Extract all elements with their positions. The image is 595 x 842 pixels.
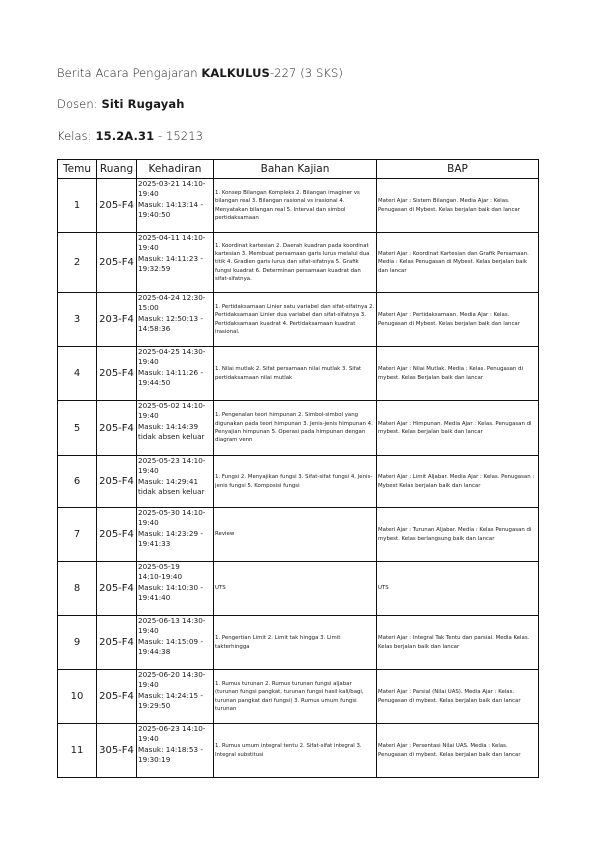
- bap-cell: Materi Ajar : Integral Tak Tentu dan parsial. Media Kelas. Kelas berjalan baik dan lancar: [377, 616, 539, 670]
- attendance-line: Masuk: 14:11:23 -: [138, 253, 203, 263]
- study-material-cell: 1. Pengenalan teori himpunan 2. Simbol-simbol yang digunakan pada teori himpunan 3. Jenis-jenis himpunan 4. Penyajian himpunan 5. Operasi pada himpunan dengan diagram venn: [214, 401, 377, 456]
- table-row: [58, 179, 539, 233]
- study-material-cell: 1. Konsep Bilangan Kompleks 2. Bilangan imaginer vs bilangan real 3. Bilangan rasional vs irasional 4. Menyatakan bilangan real 5. Interval dan simbol pertidaksamaan: [214, 179, 377, 233]
- bap-cell: Materi Ajar : Nilai Mutlak. Media : Kelas. Penugasan di mybest. Kelas Berjalan baik dan lancar: [377, 347, 539, 401]
- room-cell: 205-F4: [97, 179, 137, 233]
- attendance-line: 19:44:38: [138, 646, 171, 656]
- attendance-line: 19:40: [138, 411, 159, 421]
- meeting-number-cell: 4: [58, 347, 97, 401]
- attendance-line: 19:44:50: [138, 377, 171, 387]
- attendance-line: 19:29:50: [138, 700, 171, 710]
- room-cell: 205-F4: [97, 670, 137, 724]
- attendance-line: 14:10-19:40: [138, 572, 183, 582]
- attendance-line: 2025-03-21 14:10-: [138, 179, 206, 188]
- attendance-line: Masuk: 14:14:39: [138, 421, 199, 431]
- attendance-cell: [137, 233, 214, 293]
- bap-cell: Materi Ajar : Parsial (Nilai UAS). Media Ajar : Kelas. Penugasan di mybest. Kelas berjalan baik dan lancar: [377, 670, 539, 724]
- column-header-bap: BAP: [377, 160, 539, 179]
- attendance-line: 19:40:50: [138, 209, 171, 219]
- attendance-line: tidak absen keluar: [138, 431, 205, 441]
- meeting-number-cell: 6: [58, 456, 97, 508]
- attendance-line: 2025-04-11 14:10-: [138, 233, 206, 242]
- room-cell: 305-F4: [97, 724, 137, 778]
- dosen-name: Siti Rugayah: [101, 97, 185, 111]
- document-title: [57, 66, 343, 80]
- study-material-cell: Review: [214, 508, 377, 562]
- table-row: [58, 508, 539, 562]
- attendance-line: 2025-05-19: [138, 562, 180, 571]
- bap-cell: Materi Ajar : Limit Aljabar. Media Ajar : Kelas. Penugasan : Mybest Kelas berjalan baik dan lancar: [377, 456, 539, 508]
- bap-cell: Materi Ajar : Koordinat Kartesian dan Grafik Persamaan. Media : Kelas Penugasan di Mybest. Kelas berjalan baik dan lancar: [377, 233, 539, 293]
- attendance-line: 19:41:33: [138, 538, 171, 548]
- attendance-cell: [137, 401, 214, 456]
- attendance-line: 19:40: [138, 357, 159, 367]
- attendance-line: 19:40: [138, 466, 159, 476]
- attendance-cell: [137, 562, 214, 616]
- attendance-line: 15:00: [138, 303, 159, 313]
- table-row: [58, 562, 539, 616]
- table-row: [58, 401, 539, 456]
- attendance-line: 2025-05-30 14:10-: [138, 508, 206, 517]
- attendance-line: Masuk: 12:50:13 -: [138, 313, 203, 323]
- meeting-number-cell: 7: [58, 508, 97, 562]
- title-suffix: -227 (3 SKS): [269, 66, 343, 80]
- bap-cell: Materi Ajar : Pertidaksamaan. Media Ajar : Kelas. Penugasan di Mybest. Kelas berjalan baik dan lancar: [377, 293, 539, 347]
- bap-cell: Materi Ajar : Himpunan. Media Ajar : Kelas. Penugasan di mybest. Kelas berjalan baik dan lancar: [377, 401, 539, 456]
- table-row: [58, 293, 539, 347]
- study-material-cell: 1. Koordinat kartesian 2. Daerah kuadran pada koordinat kartesian 3. Membuat persamaan garis lurus melalui dua titik 4. Gradien garis lurus dan sifat-sifatnya 5. Grafik fungsi kuadrat 6. Determinan persamaan kuadrat dan sifat-sifatnya.: [214, 233, 377, 293]
- attendance-line: 19:40: [138, 680, 159, 690]
- attendance-line: 2025-05-02 14:10-: [138, 401, 206, 410]
- attendance-line: 2025-06-20 14:30-: [138, 670, 206, 679]
- attendance-cell: [137, 508, 214, 562]
- column-header-bahan-kajian: Bahan Kajian: [214, 160, 377, 179]
- room-cell: 205-F4: [97, 616, 137, 670]
- meeting-number-cell: 2: [58, 233, 97, 293]
- attendance-line: Masuk: 14:18:53 -: [138, 744, 203, 754]
- table-row: [58, 724, 539, 778]
- meeting-number-cell: 9: [58, 616, 97, 670]
- attendance-line: Masuk: 14:11:26 -: [138, 367, 203, 377]
- attendance-line: 14:58:36: [138, 323, 171, 333]
- kelas-suffix: - 15213: [154, 129, 204, 143]
- class-line: [57, 129, 203, 143]
- study-material-cell: 1. Fungsi 2. Menyajikan fungsi 3. Sifat-sifat fungsi 4. Jenis-jenis fungsi 5. Komposisi fungsi: [214, 456, 377, 508]
- study-material-cell: 1. Rumus turunan 2. Rumus turunan fungsi aljabar (turunan fungsi pangkat, turunan fungsi hasil kali/bagi, turunan pangkat dari fungsi) 3. Rumus umum fungsi turunan: [214, 670, 377, 724]
- study-material-cell: 1. Pengertian Limit 2. Limit tak hingga 3. Limit takterhingga: [214, 616, 377, 670]
- meeting-number-cell: 11: [58, 724, 97, 778]
- attendance-line: 19:40: [138, 518, 159, 528]
- attendance-line: Masuk: 14:15:09 -: [138, 636, 203, 646]
- lecturer-line: [57, 97, 184, 111]
- course-code: KALKULUS: [201, 66, 270, 80]
- column-header-kehadiran: Kehadiran: [137, 160, 214, 179]
- table-header-row: [58, 160, 539, 179]
- attendance-line: 19:40: [138, 243, 159, 253]
- attendance-cell: [137, 724, 214, 778]
- attendance-line: 2025-04-25 14:30-: [138, 347, 206, 356]
- table-row: [58, 670, 539, 724]
- attendance-line: 19:41:40: [138, 592, 171, 602]
- attendance-line: Masuk: 14:23:29 -: [138, 528, 203, 538]
- room-cell: 205-F4: [97, 233, 137, 293]
- room-cell: 205-F4: [97, 562, 137, 616]
- attendance-cell: [137, 347, 214, 401]
- meeting-number-cell: 5: [58, 401, 97, 456]
- table-row: [58, 616, 539, 670]
- kelas-label: Kelas:: [57, 129, 96, 143]
- bap-cell: Materi Ajar : Sistem Bilangan. Media Ajar : Kelas. Penugasan di Mybest. Kelas berjalan baik dan lancar: [377, 179, 539, 233]
- room-cell: 205-F4: [97, 456, 137, 508]
- room-cell: 205-F4: [97, 508, 137, 562]
- attendance-cell: [137, 293, 214, 347]
- attendance-line: tidak absen keluar: [138, 486, 205, 496]
- attendance-cell: [137, 616, 214, 670]
- attendance-cell: [137, 670, 214, 724]
- attendance-table: [57, 159, 539, 778]
- meeting-number-cell: 1: [58, 179, 97, 233]
- attendance-line: 19:32:59: [138, 263, 171, 273]
- attendance-line: Masuk: 14:10:30 -: [138, 582, 203, 592]
- attendance-line: 19:30:19: [138, 754, 171, 764]
- study-material-cell: 1. Pertidaksamaan Linier satu variabel dan sifat-sifatnya 2. Pertidaksamaan Linier dua variabel dan sifat-sifatnya 3. Pertidaksamaan kuadrat 4. Pertidaksamaan kuadrat irasional.: [214, 293, 377, 347]
- attendance-line: Masuk: 14:13:14 -: [138, 199, 203, 209]
- bap-cell: UTS: [377, 562, 539, 616]
- study-material-cell: 1. Nilai mutlak 2. Sifat persamaan nilai mutlak 3. Sifat pertidaksamaan nilai mutlak: [214, 347, 377, 401]
- attendance-line: 19:40: [138, 189, 159, 199]
- meeting-number-cell: 10: [58, 670, 97, 724]
- study-material-cell: 1. Rumus umum integral tentu 2. Sifat-sifat integral 3. Integral substitusi: [214, 724, 377, 778]
- meeting-number-cell: 8: [58, 562, 97, 616]
- table-row: [58, 347, 539, 401]
- column-header-ruang: Ruang: [97, 160, 137, 179]
- table-row: [58, 233, 539, 293]
- study-material-cell: UTS: [214, 562, 377, 616]
- attendance-line: 19:40: [138, 626, 159, 636]
- bap-cell: Materi Ajar : Persentasi Nilai UAS. Media : Kelas. Penugasan di mybest. Kelas berjalan baik dan lancar: [377, 724, 539, 778]
- attendance-line: Masuk: 14:29:41: [138, 476, 199, 486]
- dosen-label: Dosen:: [57, 97, 102, 111]
- kelas-code: 15.2A.31: [95, 129, 155, 143]
- attendance-line: 19:40: [138, 734, 159, 744]
- column-header-temu: Temu: [58, 160, 97, 179]
- attendance-line: Masuk: 14:24:15 -: [138, 690, 203, 700]
- attendance-line: 2025-04-24 12:30-: [138, 293, 206, 302]
- room-cell: 203-F4: [97, 293, 137, 347]
- attendance-cell: [137, 456, 214, 508]
- room-cell: 205-F4: [97, 401, 137, 456]
- attendance-line: 2025-05-23 14:10-: [138, 456, 206, 465]
- room-cell: 205-F4: [97, 347, 137, 401]
- title-prefix: Berita Acara Pengajaran: [57, 66, 202, 80]
- attendance-cell: [137, 179, 214, 233]
- meeting-number-cell: 3: [58, 293, 97, 347]
- table-row: [58, 456, 539, 508]
- attendance-line: 2025-06-23 14:10-: [138, 724, 206, 733]
- attendance-line: 2025-06-13 14:30-: [138, 616, 206, 625]
- bap-cell: Materi Ajar : Turunan Aljabar. Media : Kelas Penugasan di mybest. Kelas berlangsung baik dan lancar: [377, 508, 539, 562]
